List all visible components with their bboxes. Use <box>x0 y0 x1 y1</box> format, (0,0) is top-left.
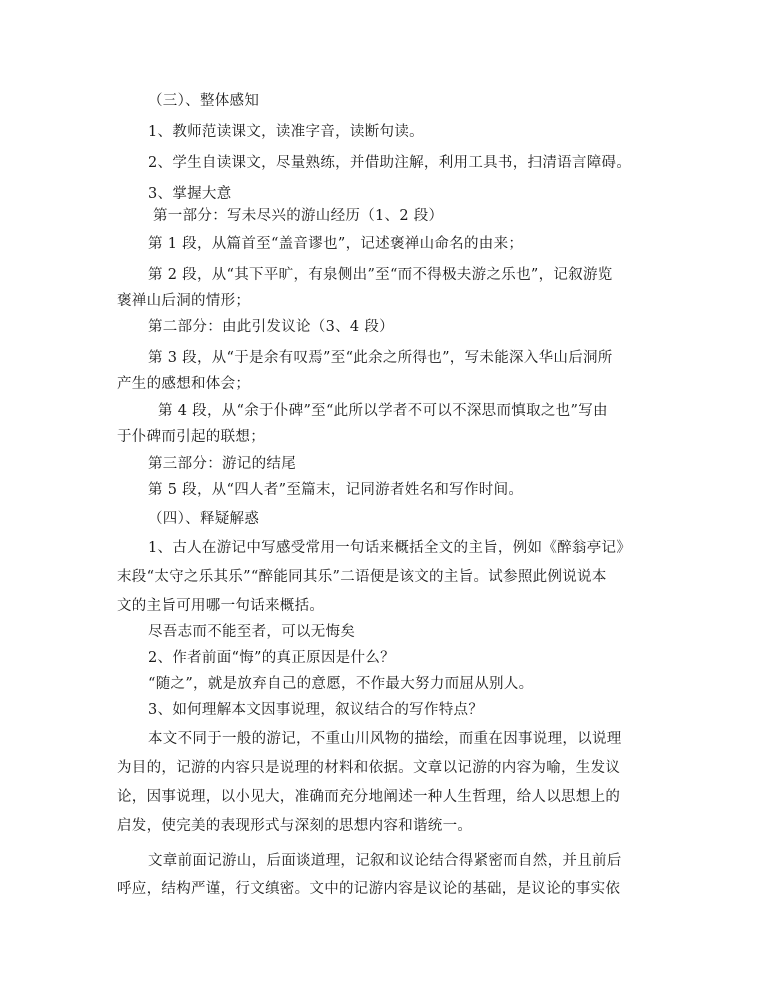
text-line: “随之”，就是放弃自己的意愿，不作最大努力而屈从别人。 <box>148 676 534 692</box>
text-line: 于仆碑而引起的联想； <box>117 429 265 445</box>
text-line: 第三部分：游记的结尾 <box>148 456 296 472</box>
text-line: 呼应，结构严谨，行文缜密。文中的记游内容是议论的基础，是议论的事实依 <box>117 881 621 897</box>
text-line: 第二部分：由此引发议论（3、4 段） <box>148 319 394 335</box>
text-line: 第 3 段，从“于是余有叹焉”至“此余之所得也”，写未能深入华山后洞所 <box>148 350 613 366</box>
text-line: 末段“太守之乐其乐”“醉能同其乐”二语便是该文的主旨。试参照此例说说本 <box>117 569 607 585</box>
text-line: 启发，使完美的表现形式与深刻的思想内容和谐统一。 <box>117 818 473 834</box>
section-heading: （四）、释疑解惑 <box>148 511 260 527</box>
text-line: 1、教师范读课文，读准字音，读断句读。 <box>148 124 424 140</box>
text-line: 第 5 段，从“四人者”至篇末，记同游者姓名和写作时间。 <box>148 482 524 498</box>
text-line: 尽吾志而不能至者，可以无悔矣 <box>148 624 356 640</box>
section-heading: （三）、整体感知 <box>148 93 260 109</box>
text-line: 3、如何理解本文因事说理，叙议结合的写作特点？ <box>148 702 484 718</box>
text-line: 2、学生自读课文，尽量熟练，并借助注解，利用工具书，扫清语言障碍。 <box>148 155 632 171</box>
text-line: 第 4 段，从“余于仆碑”至“此所以学者不可以不深思而慎取之也”写由 <box>158 403 608 419</box>
text-line: 第一部分：写未尽兴的游山经历（1、2 段） <box>153 208 444 224</box>
text-line: 产生的感想和体会； <box>117 376 251 392</box>
text-line: 1、古人在游记中写感受常用一句话来概括全文的主旨，例如《醉翁亭记》 <box>148 540 632 556</box>
text-line: 第 1 段，从篇首至“盖音谬也”，记述褒禅山命名的由来； <box>148 236 524 252</box>
text-line: 本文不同于一般的游记，不重山川风物的描绘，而重在因事说理，以说理 <box>148 731 622 747</box>
text-line: 论，因事说理，以小见大，准确而充分地阐述一种人生哲理，给人以思想上的 <box>117 789 621 805</box>
text-line: 文章前面记游山，后面谈道理，记叙和议论结合得紧密而自然，并且前后 <box>148 853 622 869</box>
text-line: 褒禅山后洞的情形； <box>117 293 251 309</box>
text-line: 为目的，记游的内容只是说理的材料和依据。文章以记游的内容为喻，生发议 <box>117 760 621 776</box>
text-line: 2、作者前面“悔”的真正原因是什么？ <box>148 650 395 666</box>
text-line: 文的主旨可用哪一句话来概括。 <box>117 598 325 614</box>
text-line: 3、掌握大意 <box>148 186 232 202</box>
text-line: 第 2 段，从“其下平旷，有泉侧出”至“而不得极夫游之乐也”，记叙游览 <box>148 267 613 283</box>
